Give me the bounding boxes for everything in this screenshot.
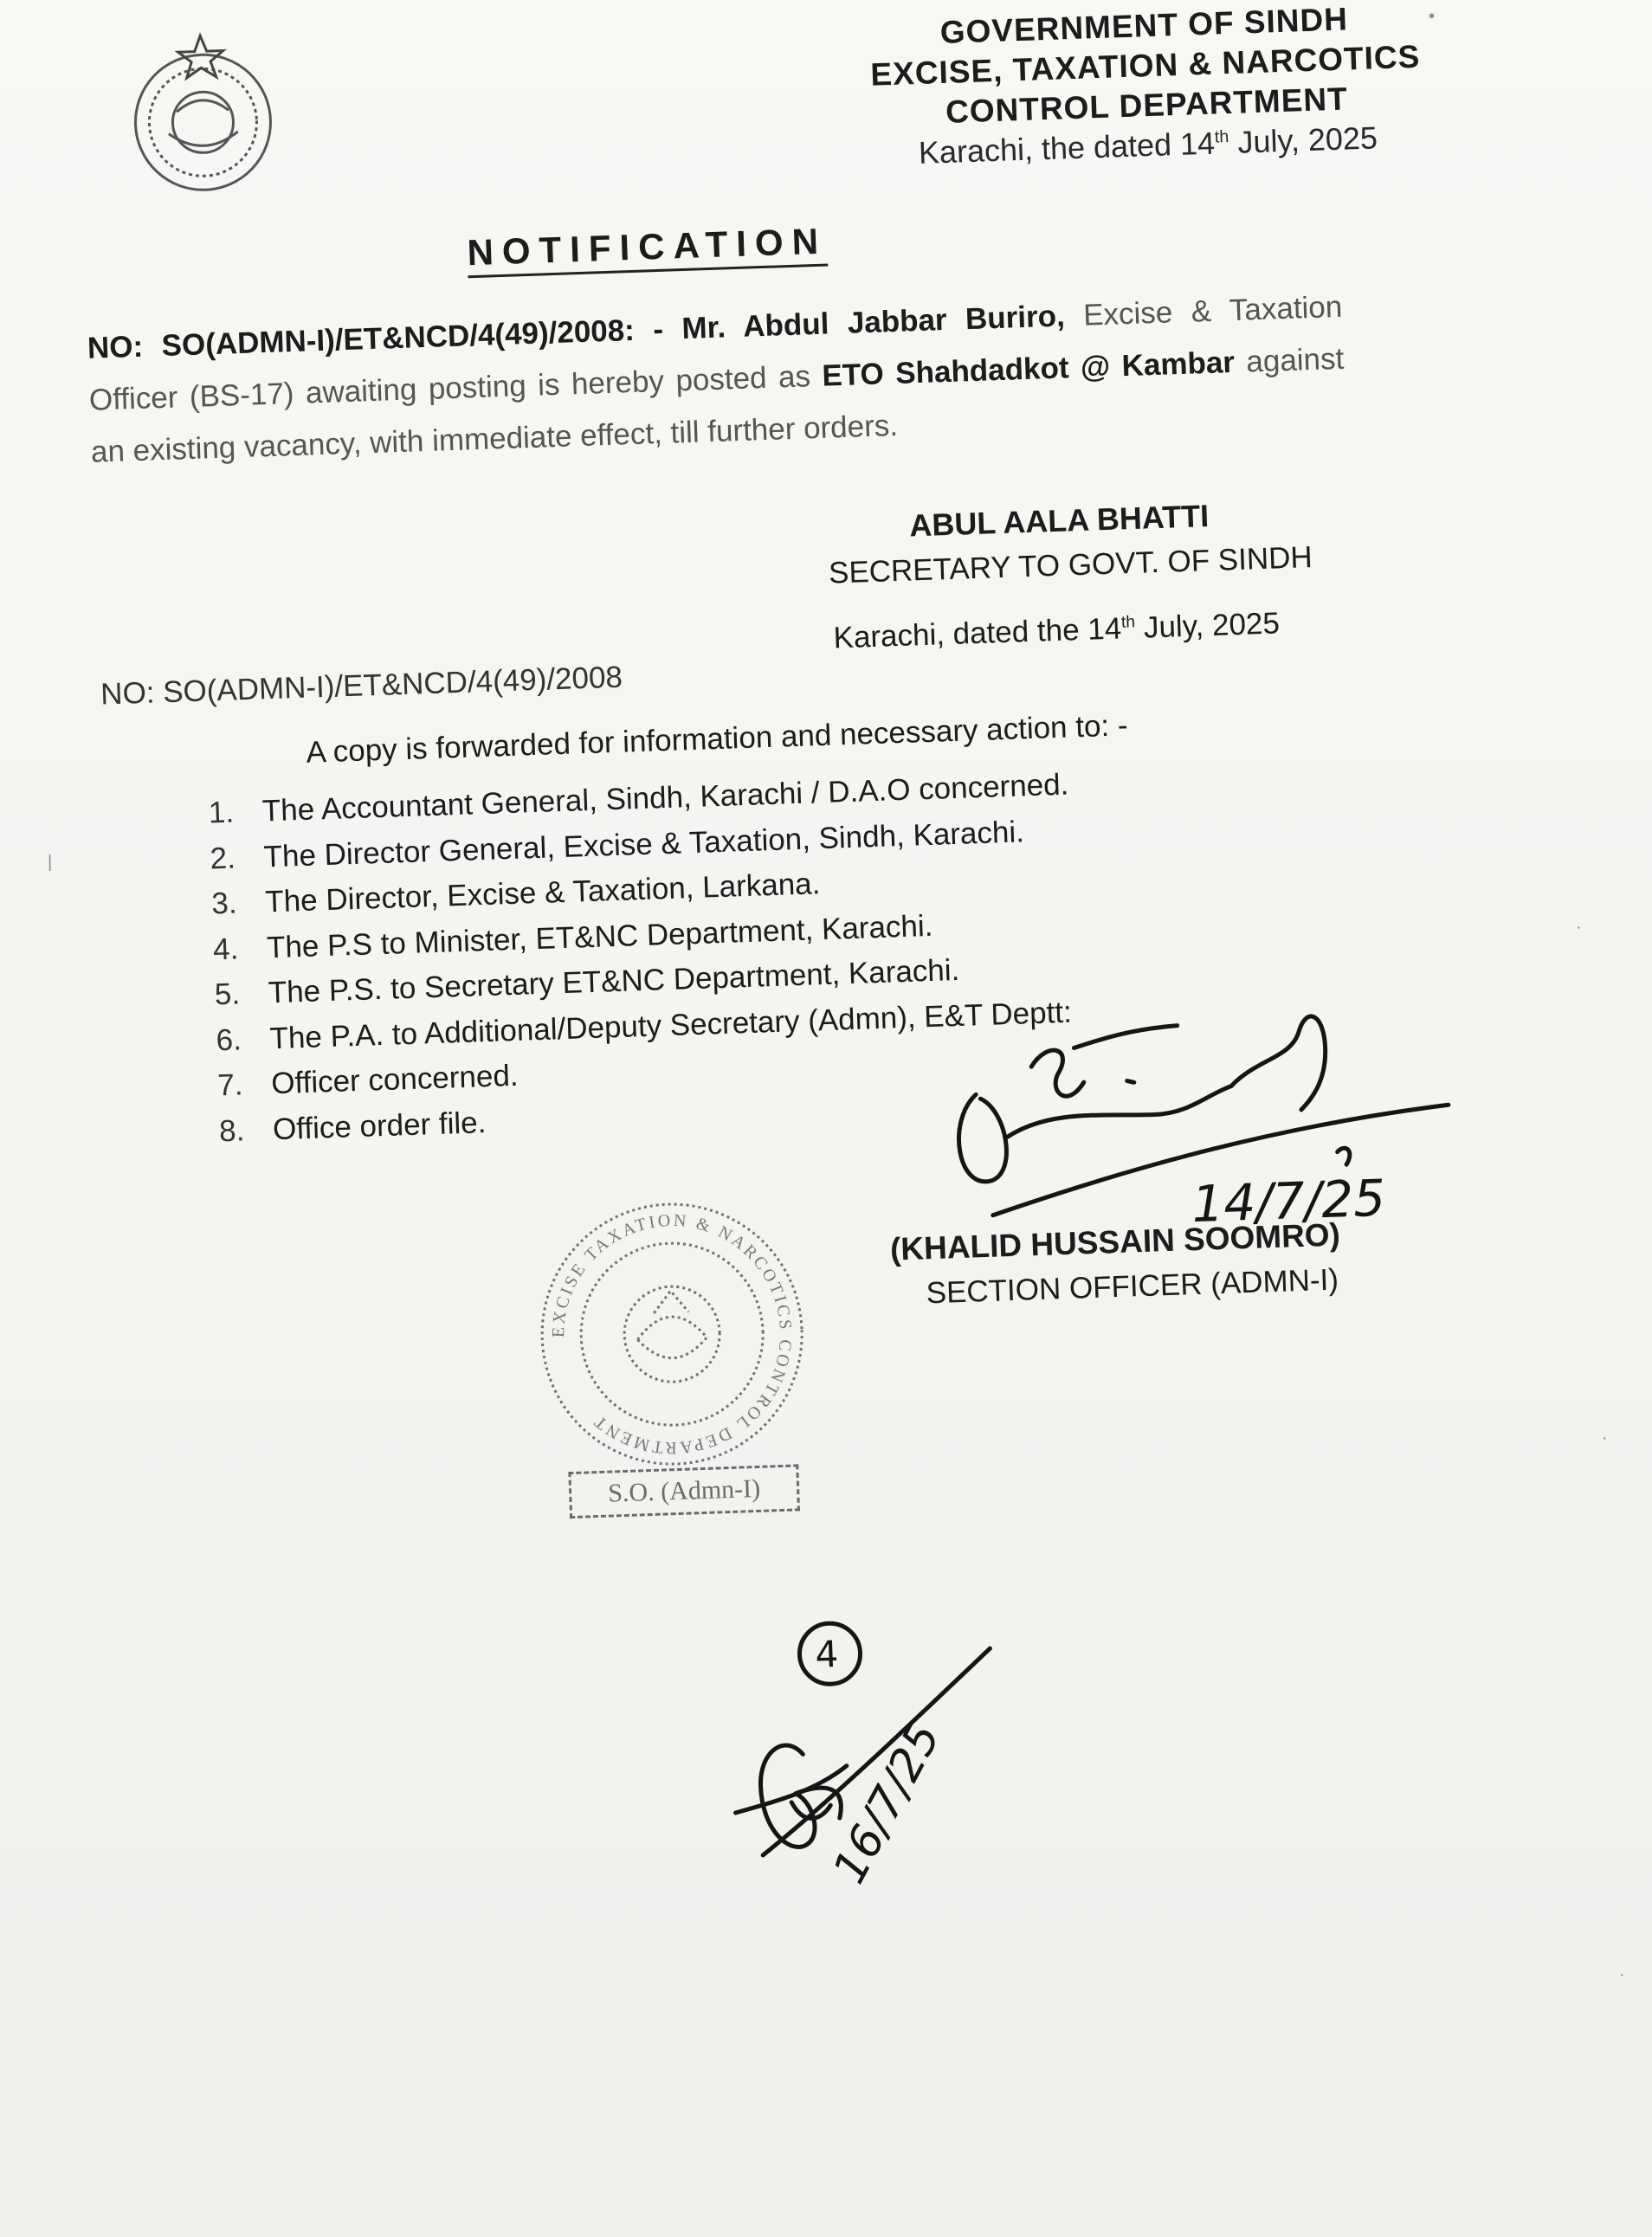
- endorsement-date: Karachi, dated the 14th July, 2025: [832, 606, 1281, 655]
- notification-text-2: against an existing vacancy, with immediate effect, till further orders.: [90, 341, 1345, 469]
- posting-station: ETO Shahdadkot @ Kambar: [821, 345, 1236, 393]
- list-item: 5. The P.S. to Secretary ET&NC Department, Karachi.: [214, 952, 960, 1012]
- list-item: 1. The Accountant General, Sindh, Karachi / D.A.O concerned.: [208, 767, 1069, 830]
- list-item: 8. Office order file.: [218, 1105, 487, 1148]
- scan-speck: •: [1429, 7, 1436, 26]
- letterhead-department: EXCISE, TAXATION & NARCOTICS: [869, 38, 1421, 93]
- list-item: 6. The P.A. to Additional/Deputy Secretary (Admn), E&T Deptt:: [215, 995, 1073, 1057]
- scan-speck: |: [48, 853, 53, 872]
- notification-text-1: Excise & Taxation Officer (BS-17) awaiting posting is hereby posted as: [88, 289, 1343, 417]
- government-of-sindh-emblem-icon: [113, 26, 293, 205]
- stamp-designation: S.O. (Admn-I): [568, 1464, 800, 1518]
- endorsement-ref-no: NO: SO(ADMN-I)/ET&NCD/4(49)/2008: [100, 660, 623, 712]
- forwarding-intro: A copy is forwarded for information and necessary action to: -: [306, 708, 1129, 770]
- notification-body: [87, 281, 1346, 479]
- list-item: 3. The Director, Excise & Taxation, Larkana.: [210, 867, 821, 921]
- letterhead-department-2: CONTROL DEPARTMENT: [945, 81, 1349, 130]
- initials-circled-number: 4: [814, 1632, 840, 1676]
- section-officer-name: (KHALID HUSSAIN SOOMRO): [889, 1216, 1341, 1267]
- list-item: 2. The Director General, Excise & Taxation, Sindh, Karachi.: [209, 814, 1025, 875]
- signature-date: 14/7/25: [1191, 1168, 1387, 1235]
- secretary-designation: SECRETARY TO GOVT. OF SINDH: [828, 540, 1313, 590]
- notification-ref-no: NO: SO(ADMN-I)/ET&NCD/4(49)/2008: -: [87, 312, 664, 365]
- notification-title: NOTIFICATION: [467, 221, 828, 279]
- letterhead-date: Karachi, the dated 14th July, 2025: [918, 119, 1378, 171]
- scan-speck: ·: [1619, 1965, 1625, 1984]
- scan-speck: ·: [1602, 1428, 1608, 1447]
- svg-text:EXCISE TAXATION & NARCOTICS CO: EXCISE TAXATION & NARCOTICS CONTROL DEPARTMENT: [549, 1210, 796, 1458]
- secretary-name: ABUL AALA BHATTI: [908, 498, 1210, 544]
- handwritten-initials-icon: [703, 1596, 1025, 1918]
- officer-name: Mr. Abdul Jabbar Buriro,: [681, 299, 1066, 346]
- section-officer-signature-icon: [925, 975, 1469, 1243]
- section-officer-designation: SECTION OFFICER (ADMN-I): [926, 1262, 1339, 1311]
- initials-date: 16/7/25: [823, 1714, 952, 1892]
- list-item: 7. Officer concerned.: [216, 1058, 519, 1103]
- letterhead-government: GOVERNMENT OF SINDH: [939, 1, 1349, 51]
- office-stamp-icon: [525, 1187, 820, 1482]
- list-item: 4. The P.S to Minister, ET&NC Department, Karachi.: [212, 908, 933, 966]
- scan-speck: ·: [1576, 918, 1582, 937]
